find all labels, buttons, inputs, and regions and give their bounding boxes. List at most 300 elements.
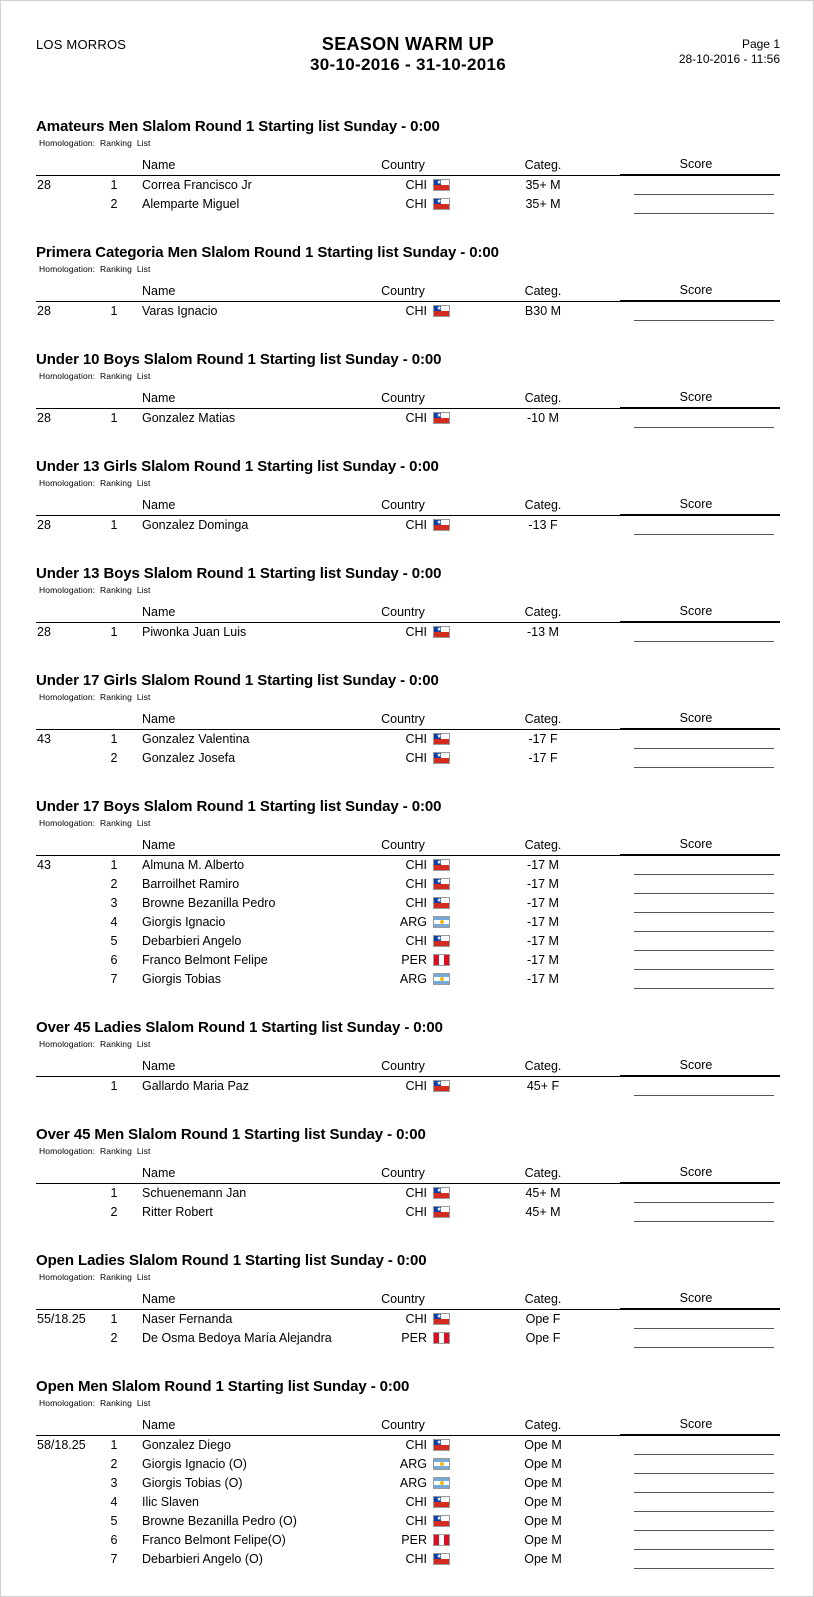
column-header-categ: Categ. <box>482 1058 620 1076</box>
country-group <box>405 196 482 212</box>
cell-score[interactable] <box>620 970 780 989</box>
score-write-in-line[interactable] <box>634 935 774 951</box>
chile-flag-icon: ★ <box>433 733 450 745</box>
country-group <box>405 895 482 911</box>
cell-start-order: 5 <box>110 934 118 948</box>
score-write-in-line[interactable] <box>634 752 774 768</box>
startlist-table <box>36 497 780 535</box>
chile-flag-icon: ★ <box>433 1515 450 1527</box>
homologation-label: Homologation: Ranking List <box>39 818 151 828</box>
cell-athlete-name: Giorgis Tobias <box>142 972 221 986</box>
cell-athlete-name: Debarbieri Angelo <box>142 934 242 948</box>
club-name: LOS MORROS <box>36 37 127 52</box>
country-group <box>405 517 482 533</box>
cell-score[interactable] <box>620 1203 780 1222</box>
cell-category: Ope F <box>525 1311 561 1326</box>
score-write-in-line[interactable] <box>634 1439 774 1455</box>
chile-flag-icon: ★ <box>433 179 450 191</box>
score-write-in-line[interactable] <box>634 1080 774 1096</box>
column-header-score: Score <box>620 390 780 408</box>
cell-category: Ope M <box>524 1457 562 1471</box>
cell-score[interactable] <box>620 1183 780 1203</box>
country-code: CHI <box>405 1311 427 1326</box>
score-write-in-line[interactable] <box>634 859 774 875</box>
country-code: CHI <box>405 624 427 639</box>
cell-athlete-name: Almuna M. Alberto <box>142 857 245 872</box>
cell-bib <box>36 1076 98 1096</box>
country-code: CHI <box>405 177 427 192</box>
cell-score[interactable] <box>620 913 780 932</box>
cell-start-order: 1 <box>110 1437 118 1452</box>
score-write-in-line[interactable] <box>634 1553 774 1569</box>
cell-score[interactable] <box>620 951 780 970</box>
cell-category: -17 M <box>527 972 559 986</box>
section-title: Primera Categoria Men Slalom Round 1 Starting list Sunday - 0:00 <box>36 244 499 261</box>
table-header-row <box>36 157 780 175</box>
race-title: SEASON WARM UP <box>321 34 495 54</box>
column-header-categ: Categ. <box>482 497 620 515</box>
country-group <box>405 1204 482 1220</box>
cell-country <box>362 408 482 428</box>
chile-flag-icon: ★ <box>433 1313 450 1325</box>
cell-bib: 58/18.25 <box>37 1437 86 1452</box>
column-header-name: Name <box>140 1291 362 1309</box>
score-write-in-line[interactable] <box>634 733 774 749</box>
homologation-label: Homologation: Ranking List <box>39 371 151 381</box>
startlist-table <box>36 1165 780 1222</box>
homologation-label: Homologation: Ranking List <box>39 264 151 274</box>
country-group <box>400 1456 482 1472</box>
country-code: CHI <box>405 1205 427 1219</box>
cell-start-order: 7 <box>110 972 118 986</box>
table-row <box>36 1531 780 1550</box>
score-write-in-line[interactable] <box>634 412 774 428</box>
score-write-in-line[interactable] <box>634 897 774 913</box>
cell-score[interactable] <box>620 1512 780 1531</box>
cell-bib: 28 <box>37 303 51 318</box>
section-title: Open Men Slalom Round 1 Starting list Sunday - 0:00 <box>36 1378 410 1395</box>
cell-bib: 28 <box>37 177 51 192</box>
cell-score[interactable] <box>620 301 780 321</box>
section-title: Under 17 Boys Slalom Round 1 Starting list Sunday - 0:00 <box>36 798 442 815</box>
cell-country <box>362 1435 482 1455</box>
column-header-bib <box>36 604 98 622</box>
table-header-row <box>36 283 780 301</box>
cell-bib <box>36 1550 98 1569</box>
column-header-country: Country <box>362 1165 482 1183</box>
table-row <box>36 1183 780 1203</box>
cell-category: -17 M <box>527 877 559 891</box>
race-section <box>36 1126 780 1222</box>
cell-score[interactable] <box>620 195 780 214</box>
column-header-order <box>98 1058 140 1076</box>
cell-athlete-name: Ritter Robert <box>142 1205 213 1219</box>
cell-athlete-name: Browne Bezanilla Pedro <box>142 896 276 910</box>
cell-category: Ope M <box>524 1552 562 1566</box>
cell-start-order: 7 <box>110 1552 118 1566</box>
cell-bib: 55/18.25 <box>37 1311 86 1326</box>
cell-country <box>362 1512 482 1531</box>
country-group <box>405 177 482 193</box>
cell-score[interactable] <box>620 1493 780 1512</box>
country-code: PER <box>401 953 427 967</box>
column-header-categ: Categ. <box>482 711 620 729</box>
table-row <box>36 1512 780 1531</box>
column-header-name: Name <box>140 497 362 515</box>
chile-flag-icon: ★ <box>433 752 450 764</box>
column-header-order <box>98 497 140 515</box>
cell-country <box>362 1493 482 1512</box>
cell-category: Ope M <box>524 1495 562 1509</box>
score-write-in-line[interactable] <box>634 916 774 932</box>
score-write-in-line[interactable] <box>634 1187 774 1203</box>
column-header-score: Score <box>620 1417 780 1435</box>
chile-flag-icon: ★ <box>433 1080 450 1092</box>
score-write-in-line[interactable] <box>634 1534 774 1550</box>
cell-bib <box>36 875 98 894</box>
cell-bib <box>36 951 98 970</box>
table-row <box>36 1329 780 1348</box>
argentina-flag-icon <box>433 1458 450 1470</box>
country-group <box>405 303 482 319</box>
cell-category: -17 M <box>527 896 559 910</box>
column-header-score: Score <box>620 157 780 175</box>
score-write-in-line[interactable] <box>634 1206 774 1222</box>
table-row <box>36 951 780 970</box>
table-header-row <box>36 1291 780 1309</box>
column-header-country: Country <box>362 711 482 729</box>
column-header-categ: Categ. <box>482 1165 620 1183</box>
chile-flag-icon: ★ <box>433 878 450 890</box>
cell-athlete-name: Gallardo Maria Paz <box>142 1078 249 1093</box>
column-header-country: Country <box>362 1058 482 1076</box>
race-section <box>36 244 780 321</box>
column-header-country: Country <box>362 1417 482 1435</box>
column-header-name: Name <box>140 1417 362 1435</box>
column-header-categ: Categ. <box>482 283 620 301</box>
cell-start-order: 2 <box>110 1457 118 1471</box>
chile-flag-icon: ★ <box>433 626 450 638</box>
column-header-bib <box>36 711 98 729</box>
cell-start-order: 1 <box>110 1311 118 1326</box>
country-code: ARG <box>399 915 427 929</box>
cell-category: -17 M <box>527 857 559 872</box>
column-header-order <box>98 157 140 175</box>
column-header-categ: Categ. <box>482 1291 620 1309</box>
column-header-categ: Categ. <box>482 1417 620 1435</box>
column-header-categ: Categ. <box>482 157 620 175</box>
cell-athlete-name: Giorgis Ignacio <box>142 915 226 929</box>
homologation-label: Homologation: Ranking List <box>39 1398 151 1408</box>
cell-score[interactable] <box>620 622 780 642</box>
cell-bib <box>36 894 98 913</box>
cell-country <box>362 749 482 768</box>
country-code: CHI <box>405 731 427 746</box>
country-group <box>405 624 482 640</box>
cell-athlete-name: Gonzalez Matias <box>142 410 236 425</box>
chile-flag-icon: ★ <box>433 1553 450 1565</box>
cell-category: Ope M <box>524 1533 562 1547</box>
cell-athlete-name: Gonzalez Josefa <box>142 751 236 765</box>
column-header-categ: Categ. <box>482 837 620 855</box>
cell-country <box>362 515 482 535</box>
score-write-in-line[interactable] <box>634 519 774 535</box>
cell-country <box>362 970 482 989</box>
column-header-order <box>98 283 140 301</box>
score-write-in-line[interactable] <box>634 1332 774 1348</box>
cell-athlete-name: Schuenemann Jan <box>142 1185 247 1200</box>
column-header-order <box>98 604 140 622</box>
table-row <box>36 175 780 195</box>
country-code: PER <box>401 1331 427 1345</box>
column-header-order <box>98 711 140 729</box>
page-number: Page 1 <box>741 37 780 51</box>
cell-start-order: 1 <box>110 857 118 872</box>
column-header-bib <box>36 1165 98 1183</box>
cell-score[interactable] <box>620 749 780 768</box>
cell-athlete-name: Ilic Slaven <box>142 1495 199 1509</box>
cell-athlete-name: Giorgis Tobias (O) <box>142 1476 243 1490</box>
column-header-country: Country <box>362 497 482 515</box>
country-code: CHI <box>405 1185 427 1200</box>
column-header-order <box>98 390 140 408</box>
cell-start-order: 4 <box>110 915 118 929</box>
cell-start-order: 1 <box>110 410 118 425</box>
score-write-in-line[interactable] <box>634 1313 774 1329</box>
column-header-country: Country <box>362 157 482 175</box>
cell-start-order: 1 <box>110 177 118 192</box>
country-group <box>405 750 482 766</box>
column-header-categ: Categ. <box>482 390 620 408</box>
column-header-name: Name <box>140 1058 362 1076</box>
column-header-bib <box>36 390 98 408</box>
cell-athlete-name: Naser Fernanda <box>142 1311 233 1326</box>
cell-score[interactable] <box>620 175 780 195</box>
race-section <box>36 1019 780 1096</box>
cell-athlete-name: Alemparte Miguel <box>142 197 240 211</box>
country-code: CHI <box>405 1552 427 1566</box>
column-header-score: Score <box>620 1165 780 1183</box>
cell-bib <box>36 1329 98 1348</box>
table-row <box>36 408 780 428</box>
score-write-in-line[interactable] <box>634 305 774 321</box>
table-row <box>36 1455 780 1474</box>
country-group <box>405 933 482 949</box>
country-code: ARG <box>399 1476 427 1490</box>
country-code: CHI <box>405 1514 427 1528</box>
cell-score[interactable] <box>620 1531 780 1550</box>
cell-score[interactable] <box>620 408 780 428</box>
table-row <box>36 913 780 932</box>
score-write-in-line[interactable] <box>634 1458 774 1474</box>
table-header-row <box>36 497 780 515</box>
column-header-name: Name <box>140 283 362 301</box>
cell-bib: 43 <box>37 731 51 746</box>
cell-score[interactable] <box>620 1455 780 1474</box>
cell-score[interactable] <box>620 1435 780 1455</box>
cell-bib: 28 <box>37 517 51 532</box>
score-write-in-line[interactable] <box>634 179 774 195</box>
cell-country <box>362 932 482 951</box>
cell-athlete-name: Franco Belmont Felipe(O) <box>142 1533 286 1547</box>
country-group <box>405 876 482 892</box>
cell-bib: 28 <box>37 410 51 425</box>
table-row <box>36 622 780 642</box>
cell-category: 45+ F <box>526 1078 560 1093</box>
table-header-row <box>36 837 780 855</box>
peru-flag-icon <box>433 1332 450 1344</box>
country-group <box>405 1513 482 1529</box>
cell-start-order: 1 <box>110 1078 118 1093</box>
homologation-label: Homologation: Ranking List <box>39 1039 151 1049</box>
table-header-row <box>36 1165 780 1183</box>
country-code: CHI <box>405 896 427 910</box>
peru-flag-icon <box>433 1534 450 1546</box>
cell-score[interactable] <box>620 875 780 894</box>
table-header-row <box>36 604 780 622</box>
column-header-order <box>98 1165 140 1183</box>
cell-score[interactable] <box>620 894 780 913</box>
country-code: CHI <box>405 303 427 318</box>
cell-start-order: 2 <box>110 877 118 891</box>
column-header-score: Score <box>620 1058 780 1076</box>
country-code: CHI <box>405 410 427 425</box>
country-group <box>405 410 482 426</box>
chile-flag-icon: ★ <box>433 412 450 424</box>
argentina-flag-icon <box>433 916 450 928</box>
table-row <box>36 970 780 989</box>
column-header-score: Score <box>620 283 780 301</box>
cell-score[interactable] <box>620 1309 780 1329</box>
score-write-in-line[interactable] <box>634 626 774 642</box>
country-group <box>405 1437 482 1453</box>
cell-score[interactable] <box>620 932 780 951</box>
table-row <box>36 729 780 749</box>
cell-score[interactable] <box>620 1474 780 1493</box>
column-header-order <box>98 837 140 855</box>
section-title: Under 13 Girls Slalom Round 1 Starting list Sunday - 0:00 <box>36 458 439 475</box>
country-group <box>400 914 482 930</box>
score-write-in-line[interactable] <box>634 198 774 214</box>
chile-flag-icon: ★ <box>433 519 450 531</box>
cell-category: -17 F <box>528 751 558 765</box>
score-write-in-line[interactable] <box>634 954 774 970</box>
score-write-in-line[interactable] <box>634 1477 774 1493</box>
chile-flag-icon: ★ <box>433 935 450 947</box>
race-dates: 30-10-2016 - 31-10-2016 <box>310 55 506 74</box>
homologation-label: Homologation: Ranking List <box>39 1272 151 1282</box>
race-section <box>36 118 780 214</box>
cell-country <box>362 913 482 932</box>
score-write-in-line[interactable] <box>634 1496 774 1512</box>
cell-score[interactable] <box>620 1329 780 1348</box>
cell-bib <box>36 195 98 214</box>
startlist-table <box>36 1291 780 1348</box>
cell-score[interactable] <box>620 729 780 749</box>
column-header-score: Score <box>620 837 780 855</box>
cell-athlete-name: Debarbieri Angelo (O) <box>142 1552 263 1566</box>
cell-bib: 43 <box>37 857 51 872</box>
country-group <box>405 1494 482 1510</box>
score-write-in-line[interactable] <box>634 1515 774 1531</box>
column-header-bib <box>36 283 98 301</box>
homologation-label: Homologation: Ranking List <box>39 138 151 148</box>
startlist-table <box>36 157 780 214</box>
table-row <box>36 195 780 214</box>
cell-category: -13 F <box>528 517 558 532</box>
cell-category: -10 M <box>527 410 559 425</box>
table-row <box>36 1309 780 1329</box>
title-block <box>36 34 780 75</box>
print-timestamp: 28-10-2016 - 11:56 <box>678 52 780 66</box>
startlist-table <box>36 711 780 768</box>
country-code: CHI <box>405 857 427 872</box>
country-group <box>401 1532 482 1548</box>
score-write-in-line[interactable] <box>634 878 774 894</box>
cell-bib <box>36 1474 98 1493</box>
cell-country <box>362 855 482 875</box>
cell-score[interactable] <box>620 1550 780 1569</box>
cell-country <box>362 951 482 970</box>
cell-country <box>362 1309 482 1329</box>
column-header-score: Score <box>620 711 780 729</box>
cell-bib <box>36 1493 98 1512</box>
chile-flag-icon: ★ <box>433 198 450 210</box>
cell-score[interactable] <box>620 855 780 875</box>
table-header-row <box>36 1058 780 1076</box>
country-code: CHI <box>405 197 427 211</box>
chile-flag-icon: ★ <box>433 1496 450 1508</box>
table-row <box>36 301 780 321</box>
cell-start-order: 6 <box>110 953 118 967</box>
country-code: CHI <box>405 877 427 891</box>
sections-container <box>36 118 780 1569</box>
cell-start-order: 2 <box>110 197 118 211</box>
cell-category: -17 M <box>527 953 559 967</box>
table-header-row <box>36 390 780 408</box>
cell-athlete-name: Varas Ignacio <box>142 303 218 318</box>
column-header-name: Name <box>140 157 362 175</box>
page-meta <box>679 37 780 67</box>
score-write-in-line[interactable] <box>634 973 774 989</box>
cell-category: 45+ M <box>525 1185 561 1200</box>
cell-score[interactable] <box>620 1076 780 1096</box>
homologation-label: Homologation: Ranking List <box>39 478 151 488</box>
country-code: PER <box>401 1533 427 1547</box>
cell-country <box>362 1329 482 1348</box>
column-header-country: Country <box>362 604 482 622</box>
cell-start-order: 3 <box>110 896 118 910</box>
table-header-row <box>36 711 780 729</box>
section-title: Under 13 Boys Slalom Round 1 Starting list Sunday - 0:00 <box>36 565 442 582</box>
cell-start-order: 1 <box>110 517 118 532</box>
table-row <box>36 855 780 875</box>
cell-athlete-name: Barroilhet Ramiro <box>142 877 240 891</box>
table-row <box>36 894 780 913</box>
cell-country <box>362 729 482 749</box>
column-header-score: Score <box>620 1291 780 1309</box>
homologation-label: Homologation: Ranking List <box>39 1146 151 1156</box>
startlist-table <box>36 283 780 321</box>
cell-athlete-name: Correa Francisco Jr <box>142 177 252 192</box>
table-header-row <box>36 1417 780 1435</box>
country-group <box>405 731 482 747</box>
cell-start-order: 1 <box>110 303 118 318</box>
section-title: Open Ladies Slalom Round 1 Starting list Sunday - 0:00 <box>36 1252 427 1269</box>
cell-score[interactable] <box>620 515 780 535</box>
startlist-table <box>36 1058 780 1096</box>
column-header-order <box>98 1291 140 1309</box>
